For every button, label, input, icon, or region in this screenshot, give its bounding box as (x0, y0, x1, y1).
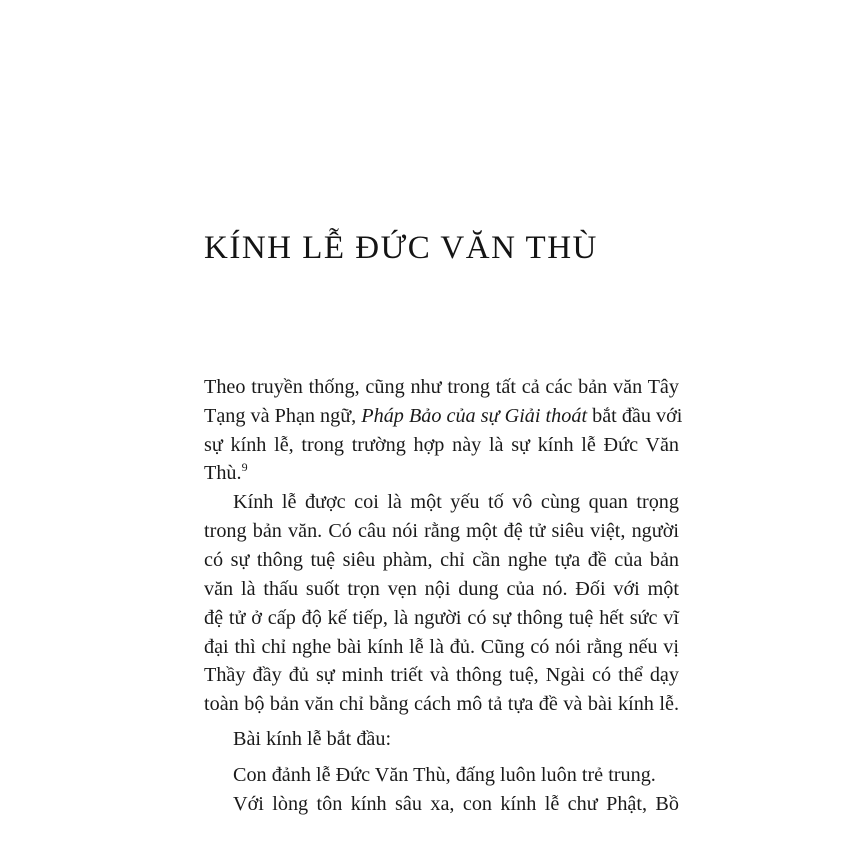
text-line: văn là thấu suốt trọn vẹn nội dung của nó. Đối với một (204, 578, 679, 600)
text-line: đại thì chỉ nghe bài kính lễ là đủ. Cũng có nói rằng nếu vị (204, 636, 679, 658)
book-title-italic: Pháp Bảo của sự Giải thoát (361, 405, 588, 427)
text-line (204, 402, 683, 430)
text-line: có sự thông tuệ siêu phàm, chỉ cần nghe tựa đề của bản (204, 549, 679, 571)
text-line: toàn bộ bản văn chỉ bằng cách mô tả tựa đề và bài kính lễ. (204, 693, 679, 715)
verse-line: Con đảnh lễ Đức Văn Thù, đấng luôn luôn trẻ trung. (233, 764, 656, 786)
text-span: bắt đầu với (587, 405, 683, 427)
text-line: Theo truyền thống, cũng như trong tất cả các bản văn Tây (204, 376, 679, 398)
footnote-reference: 9 (241, 460, 248, 474)
text-line: đệ tử ở cấp độ kế tiếp, là người có sự thông tuệ hết sức vĩ (204, 607, 679, 629)
text-line: Thầy đầy đủ sự minh triết và thông tuệ, Ngài có thể dạy (204, 664, 679, 686)
text-span: Thù. (204, 462, 242, 484)
text-span: Tạng và Phạn ngữ, (204, 405, 362, 427)
verse-line: Với lòng tôn kính sâu xa, con kính lễ chư Phật, Bồ (233, 793, 679, 815)
text-line: Kính lễ được coi là một yếu tố vô cùng quan trọng (233, 491, 679, 513)
chapter-title: KÍNH LỄ ĐỨC VĂN THÙ (204, 230, 598, 266)
text-line: sự kính lễ, trong trường hợp này là sự kính lễ Đức Văn (204, 434, 679, 456)
text-line: trong bản văn. Có câu nói rằng một đệ tử siêu việt, người (204, 520, 679, 542)
homage-intro: Bài kính lễ bắt đầu: (233, 728, 392, 750)
text-line (204, 459, 679, 487)
